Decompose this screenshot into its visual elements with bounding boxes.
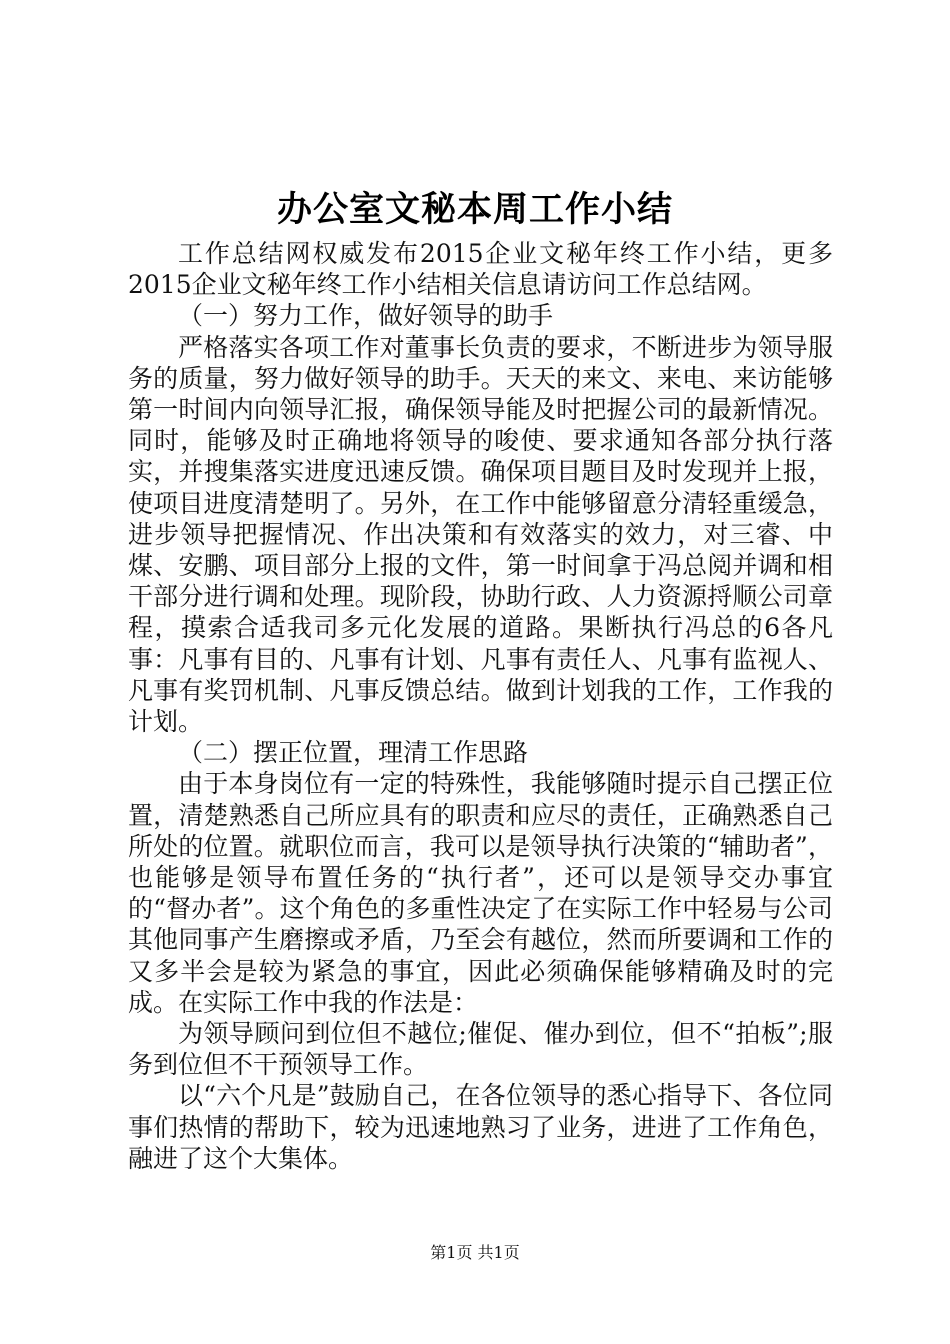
page-number-footer: 第1页 共1页 (430, 1243, 520, 1262)
intro-paragraph: 工作总结网权威发布2015企业文秘年终工作小结，更多2015企业文秘年终工作小结相关信息请访问工作总结网。 (128, 239, 833, 300)
section-heading-1: （一）努力工作，做好领导的助手 (178, 301, 554, 331)
body-paragraph-3: 为领导顾问到位但不越位;催促、催办到位，但不“拍板”;服务到位但不干预领导工作。 (128, 1019, 833, 1080)
section-heading-2: （二）摆正位置，理清工作思路 (178, 738, 529, 768)
body-paragraph-4: 以“六个凡是”鼓励自己，在各位领导的悉心指导下、各位同事们热情的帮助下，较为迅速地熟习了业务，进进了工作角色，融进了这个大集体。 (128, 1081, 833, 1173)
body-paragraph-2: 由于本身岗位有一定的特殊性，我能够随时提示自己摆正位置，清楚熟悉自己所应具有的职责和应尽的责任，正确熟悉自己所处的位置。就职位而言，我可以是领导执行决策的“辅助者”，也能够是领导布置任务的“执行者”，还可以是领导交办事宜的“督办者”。这个角色的多重性决定了在实际工作中轻易与公司其他同事产生磨擦或矛盾，乃至会有越位，然而所要调和工作的又多半会是较为紧急的事宜，因此必须确保能够精确及时的完成。在实际工作中我的作法是： (128, 769, 833, 1017)
body-paragraph-1: 严格落实各项工作对董事长负责的要求，不断进步为领导服务的质量，努力做好领导的助手。天天的来文、来电、来访能够第一时间内向领导汇报，确保领导能及时把握公司的最新情况。同时，能够及时正确地将领导的唆使、要求通知各部分执行落实，并搜集落实进度迅速反馈。确保项目题目及时发现并上报，使项目进度清楚明了。另外，在工作中能够留意分清轻重缓急，进步领导把握情况、作出决策和有效落实的效力，对三睿、中煤、安鹏、项目部分上报的文件，第一时间拿于冯总阅并调和相干部分进行调和处理。现阶段，协助行政、人力资源捋顺公司章程，摸索合适我司多元化发展的道路。果断执行冯总的6各凡事：凡事有目的、凡事有计划、凡事有责任人、凡事有监视人、凡事有奖罚机制、凡事反馈总结。做到计划我的工作，工作我的计划。 (128, 332, 833, 737)
document-title: 办公室文秘本周工作小结 (276, 189, 673, 230)
document-body (128, 238, 833, 1174)
